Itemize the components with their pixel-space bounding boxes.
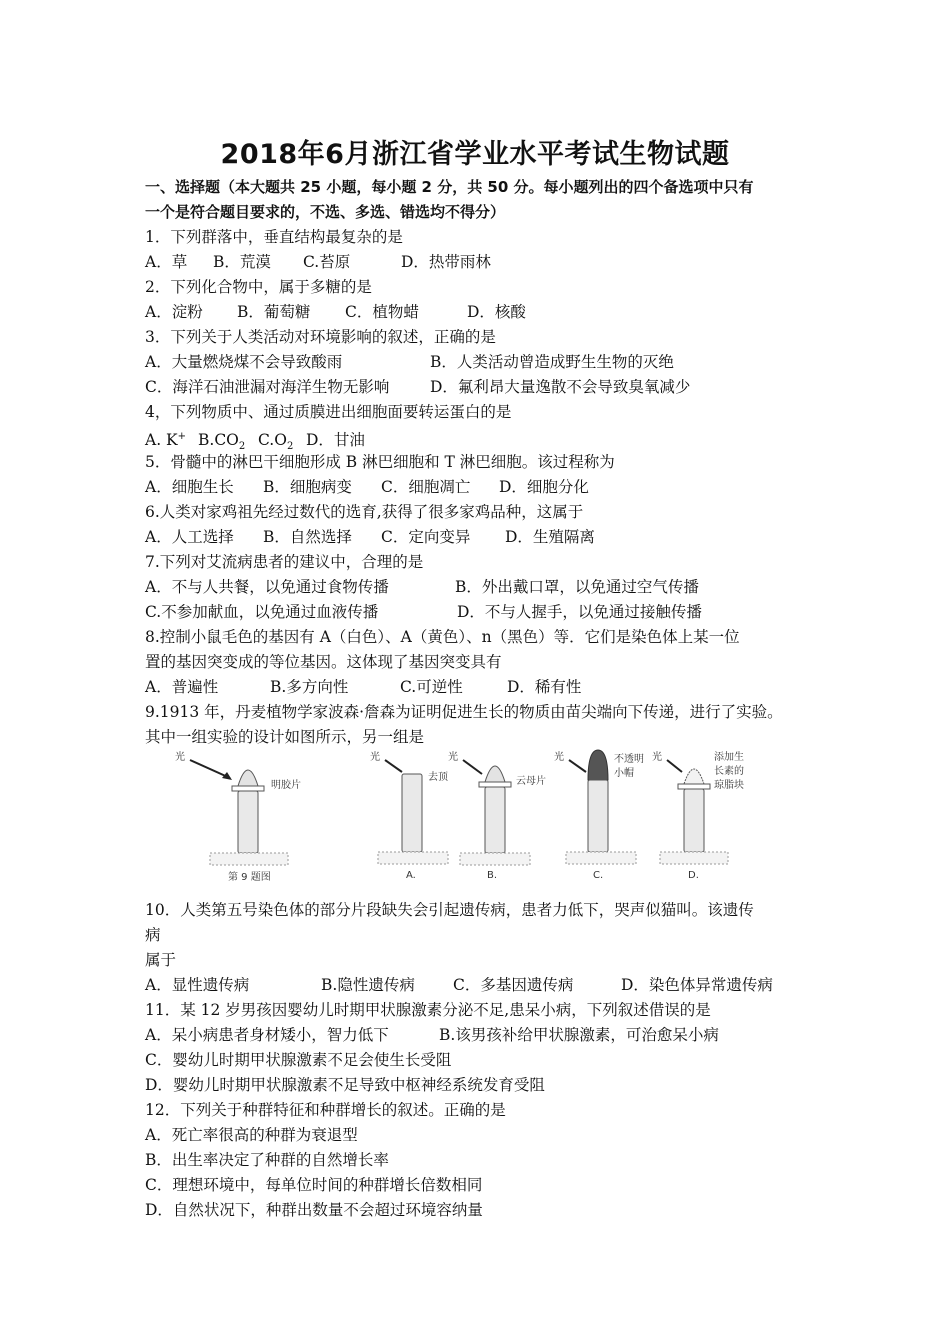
experiment-main [175, 750, 301, 883]
question-1-stem: 1．下列群落中，垂直结构最复杂的是 [145, 228, 403, 246]
question-2-stem: 2．下列化合物中，属于多糖的是 [145, 278, 372, 296]
option-d: D．生殖隔离 [505, 528, 595, 546]
option-b: B．人类活动曾造成野生生物的灭绝 [430, 353, 674, 371]
question-6-stem: 6.人类对家鸡祖先经过数代的选育,获得了很多家鸡品种，这属于 [145, 503, 584, 521]
experiment-option-b [448, 750, 546, 881]
option-a: A．呆小病患者身材矮小，智力低下 [145, 1026, 389, 1044]
question-12-option-b: B．出生率决定了种群的自然增长率 [145, 1151, 389, 1169]
option-d: D．稀有性 [507, 678, 582, 696]
svg-text:B.: B. [487, 870, 498, 881]
svg-text:明胶片: 明胶片 [271, 780, 301, 791]
option-b: $B.CO_2$ [198, 431, 246, 453]
question-8-options [145, 676, 815, 698]
question-8-stem: 8.控制小鼠毛色的基因有 A（白色）、A（黄色）、n（黑色）等．它们是染色体上某一位 [145, 628, 740, 646]
question-11-stem: 11．某 12 岁男孩因婴幼儿时期甲状腺激素分泌不足,患呆小病，下列叙述借误的是 [145, 1001, 711, 1019]
question-9-stem: 9.1913 年，丹麦植物学家波森·詹森为证明促进生长的物质由苗尖端向下传递，进行了实验。 [145, 703, 783, 721]
question-10-stem: 10．人类第五号染色体的部分片段缺失会引起遗传病，患者力低下，哭声似猫叫。该遗传 [145, 901, 754, 919]
page-title: 2018年6月浙江省学业水平考试生物试题 [220, 139, 730, 170]
svg-text:云母片: 云母片 [516, 776, 546, 787]
option-a: A．淀粉 [145, 303, 203, 321]
option-b: B．荒漠 [213, 253, 271, 271]
svg-text:光: 光 [652, 752, 662, 763]
question-4-stem: 4，下列物质中、通过质膜进出细胞面要转运蛋白的是 [145, 403, 512, 421]
option-c: C．多基因遗传病 [453, 976, 574, 994]
svg-text:琼脂块: 琼脂块 [714, 780, 744, 791]
question-7-stem: 7.下列对艾流病患者的建议中，合理的是 [145, 553, 424, 571]
gelatin-sheet [232, 786, 264, 791]
experiment-option-a [370, 750, 449, 881]
experiment-option-d [652, 750, 744, 881]
option-b: B.多方向性 [270, 678, 349, 696]
svg-text:不透明: 不透明 [614, 754, 644, 765]
option-a: A．细胞生长 [145, 478, 234, 496]
svg-text:添加生: 添加生 [714, 752, 744, 763]
question-12-option-a: A．死亡率很高的种群为衰退型 [145, 1126, 358, 1144]
experiment-option-c [554, 750, 644, 881]
agar-block [684, 769, 704, 784]
question-9-stem-cont: 其中一组实验的设计如图所示，另一组是 [145, 728, 425, 746]
svg-text:去顶: 去顶 [428, 772, 448, 783]
option-a: A. K+ [145, 431, 187, 450]
option-a: A．显性遗传病 [145, 976, 250, 994]
question-11-option-d: D．婴幼儿时期甲状腺激素不足导致中枢神经系统发育受阻 [145, 1076, 545, 1094]
mica-sheet [479, 782, 511, 787]
svg-text:C.: C. [593, 870, 604, 881]
question-7-options-ab [145, 576, 815, 598]
question-5-stem: 5．骨髓中的淋巴干细胞形成 B 淋巴细胞和 T 淋巴细胞。该过程称为 [145, 453, 615, 471]
question-10-stem-cont: 病 [145, 926, 161, 944]
question-11-options-ab [145, 1024, 815, 1046]
svg-text:长素的: 长素的 [714, 766, 744, 777]
question-6-options [145, 526, 815, 548]
option-b: B．外出戴口罩，以免通过空气传播 [455, 578, 699, 596]
figure-caption: 第 9 题图 [228, 872, 271, 883]
option-a: A．人工选择 [145, 528, 234, 546]
question-5-options [145, 476, 815, 498]
option-d: D．不与人握手，以免通过接触传播 [457, 603, 702, 621]
question-10-stem-cont2: 属于 [145, 951, 177, 969]
question-1-options [145, 251, 815, 273]
opaque-cap [588, 750, 608, 780]
svg-text:小帽: 小帽 [614, 768, 634, 779]
question-3-options-ab [145, 351, 815, 373]
question-12-stem: 12．下列关于种群特征和种群增长的叙述。正确的是 [145, 1101, 506, 1119]
option-b: B．自然选择 [263, 528, 352, 546]
question-8-stem-cont: 置的基因突变成的等位基因。这体现了基因突变具有 [145, 653, 502, 671]
svg-text:A.: A. [406, 870, 416, 881]
light-label: 光 [175, 752, 185, 763]
svg-text:光: 光 [448, 752, 458, 763]
question-9-figure [170, 744, 744, 884]
option-b: B．葡萄糖 [237, 303, 311, 321]
question-3-options-cd [145, 376, 815, 398]
question-7-options-cd [145, 601, 815, 623]
option-d: D．热带雨林 [401, 253, 491, 271]
option-d: D．染色体异常遗传病 [621, 976, 773, 994]
option-d: D．甘油 [306, 431, 365, 450]
option-c: C．定向变异 [381, 528, 471, 546]
option-c: C．细胞凋亡 [381, 478, 471, 496]
question-10-options [145, 974, 815, 996]
option-a: A．普遍性 [145, 678, 219, 696]
option-c: C.不参加献血，以免通过血液传播 [145, 603, 379, 621]
question-12-option-d: D．自然状况下，种群出数量不会超过环境容纳量 [145, 1201, 483, 1219]
option-c: C.可逆性 [400, 678, 463, 696]
option-b: B.隐性遗传病 [321, 976, 415, 994]
option-a: A．大量燃烧煤不会导致酸雨 [145, 353, 343, 371]
option-d: D．核酸 [467, 303, 526, 321]
option-c: $C.O_2$ [258, 431, 294, 453]
option-c: C．植物蜡 [345, 303, 419, 321]
option-a: A．草 [145, 253, 188, 271]
svg-text:光: 光 [370, 752, 380, 763]
question-2-options [145, 301, 815, 323]
option-a: A．不与人共餐，以免通过食物传播 [145, 578, 389, 596]
option-b: B．细胞病变 [263, 478, 352, 496]
question-11-option-c: C．婴幼儿时期甲状腺激素不足会使生长受阻 [145, 1051, 452, 1069]
option-d: D．细胞分化 [499, 478, 589, 496]
question-12-option-c: C．理想环境中，每单位时间的种群增长倍数相同 [145, 1176, 483, 1194]
svg-text:D.: D. [688, 870, 699, 881]
option-d: D．氟利昂大量逸散不会导致臭氧减少 [430, 378, 691, 396]
option-c: C．海洋石油泄漏对海洋生物无影响 [145, 378, 390, 396]
question-3-stem: 3．下列关于人类活动对环境影响的叙述，正确的是 [145, 328, 496, 346]
option-c: C.苔原 [303, 253, 351, 271]
section-heading: 一、选择题（本大题共 25 小题，每小题 2 分，共 50 分。每小题列出的四个备选项中只有 [145, 178, 754, 196]
section-heading-cont: 一个是符合题目要求的，不选、多选、错选均不得分） [145, 203, 506, 221]
svg-text:光: 光 [554, 752, 564, 763]
option-b: B.该男孩补给甲状腺激素，可治愈呆小病 [439, 1026, 719, 1044]
